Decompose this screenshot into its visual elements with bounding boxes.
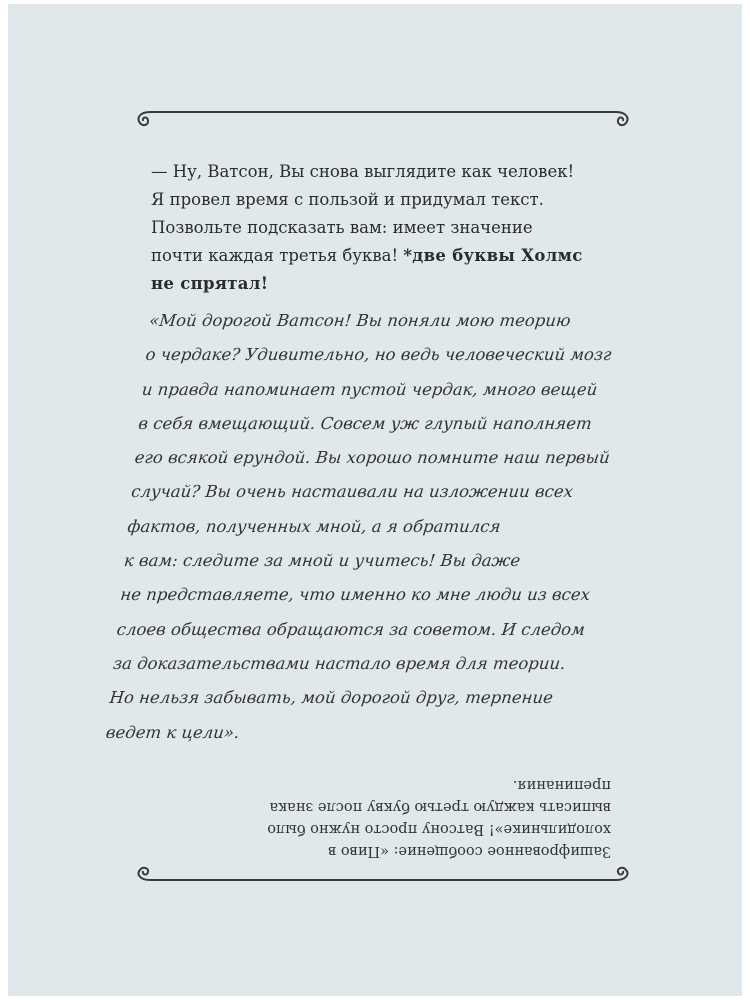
letter-line: не представляете, что именно ко мне люди из всех (119, 585, 591, 605)
intro-hint-bold: не спрятал! (151, 274, 269, 293)
intro-line-regular: почти каждая третья буква! (151, 246, 404, 265)
letter-line: за доказательствами настало время для теории. (112, 653, 567, 673)
intro-text (151, 158, 621, 298)
bottom-ornament-divider (132, 866, 634, 896)
upside-down-answer (131, 774, 611, 862)
letter-line: фактов, полученных мной, а я обратился (126, 516, 502, 536)
book-page (8, 4, 742, 996)
letter-line: и правда напоминает пустой чердак, много вещей (141, 379, 599, 399)
letter-line: Но нельзя забывать, мой дорогой друг, терпение (108, 688, 554, 708)
answer-line: Зашифрованное сообщение: «Пиво в (328, 843, 611, 859)
intro-hint-bold: *две буквы Холмс (403, 246, 583, 265)
letter-line: случай? Вы очень настаивали на изложении всех (130, 482, 574, 502)
letter-line: к вам: следите за мной и учитесь! Вы даже (123, 551, 522, 571)
answer-line: выписать каждую третью букву после знака (269, 799, 611, 815)
letter-line: слоев общества обращаются за советом. И следом (115, 619, 586, 639)
letter-line: о чердаке? Удивительно, но ведь человеческий мозг (144, 345, 613, 365)
intro-line: — Ну, Ватсон, Вы снова выглядите как человек! (151, 162, 575, 181)
answer-line: препинания. (512, 777, 611, 793)
letter-line: в себя вмещающий. Совсем уж глупый наполняет (137, 413, 593, 433)
answer-line: холодильнике»! Ватсону просто нужно было (267, 821, 611, 837)
letter-line: «Мой дорогой Ватсон! Вы поняли мою теорию (148, 311, 572, 330)
intro-line (151, 242, 621, 270)
letter-line: его всякой ерундой. Вы хорошо помните наш первый (133, 448, 611, 468)
intro-line: Позвольте подсказать вам: имеет значение (151, 218, 533, 237)
intro-line: Я провел время с пользой и придумал текст. (151, 190, 544, 209)
top-ornament-divider (132, 104, 634, 134)
letter-line: ведет к цели». (105, 722, 241, 742)
holmes-letter (104, 304, 631, 750)
